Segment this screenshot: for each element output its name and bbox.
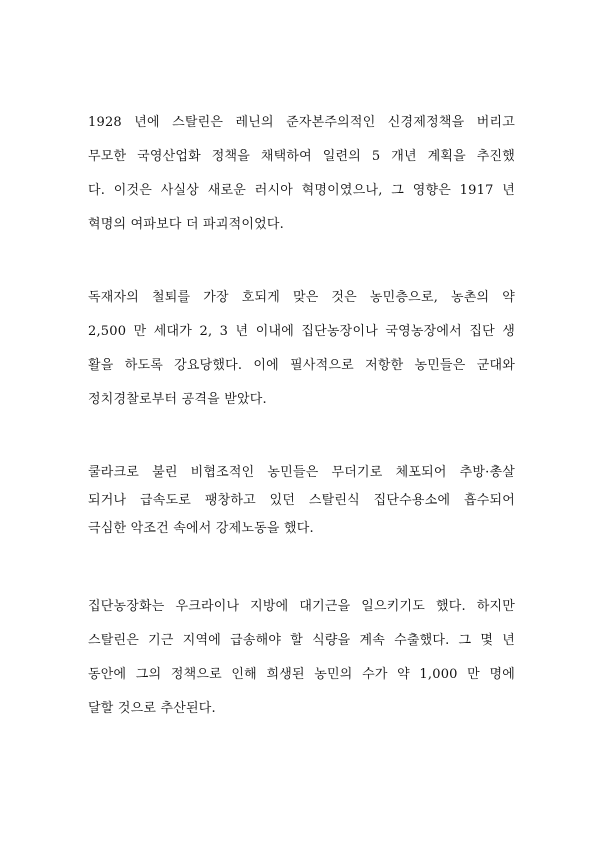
text-line: 독재자의 철퇴를 가장 호되게 맞은 것은 농민층으로, 농촌의 약 [88,290,515,305]
text-line: 되거나 급속도로 팽창하고 있던 스탈린식 집단수용소에 흡수되어 [88,493,515,508]
text-line: 무모한 국영산업화 정책을 채택하여 일련의 5 개년 계획을 추진했 [88,149,515,164]
paragraph-peasants-collectivization [88,288,515,424]
text-line: 동안에 그의 정책으로 인해 희생된 농민의 수가 약 1,000 만 명에 [88,667,515,682]
text-line: 다. 이것은 사실상 새로운 러시아 혁명이였으나, 그 영향은 1917 년 [88,183,515,198]
text-line: 쿨라크로 불린 비협조적인 농민들은 무더기로 체포되어 추방·총살 [88,465,515,480]
paragraph-five-year-plan [88,113,515,249]
text-line: 정치경찰로부터 공격을 받았다. [88,392,267,407]
text-line: 달할 것으로 추산된다. [88,701,216,716]
paragraph-famine [88,597,515,733]
paragraph-kulaks [88,463,515,547]
text-line: 스탈린은 기근 지역에 급송해야 할 식량을 계속 수출했다. 그 몇 년 [88,633,515,648]
text-line: 2,500 만 세대가 2, 3 년 이내에 집단농장이나 국영농장에서 집단 생 [88,324,515,339]
text-line: 혁명의 여파보다 더 파괴적이었다. [88,217,284,232]
text-line: 집단농장화는 우크라이나 지방에 대기근을 일으키기도 했다. 하지만 [88,599,515,614]
text-line: 1928 년에 스탈린은 레닌의 준자본주의적인 신경제정책을 버리고 [88,115,515,130]
text-line: 활을 하도록 강요당했다. 이에 필사적으로 저항한 농민들은 군대와 [88,358,515,373]
text-line: 극심한 악조건 속에서 강제노동을 했다. [88,521,314,536]
